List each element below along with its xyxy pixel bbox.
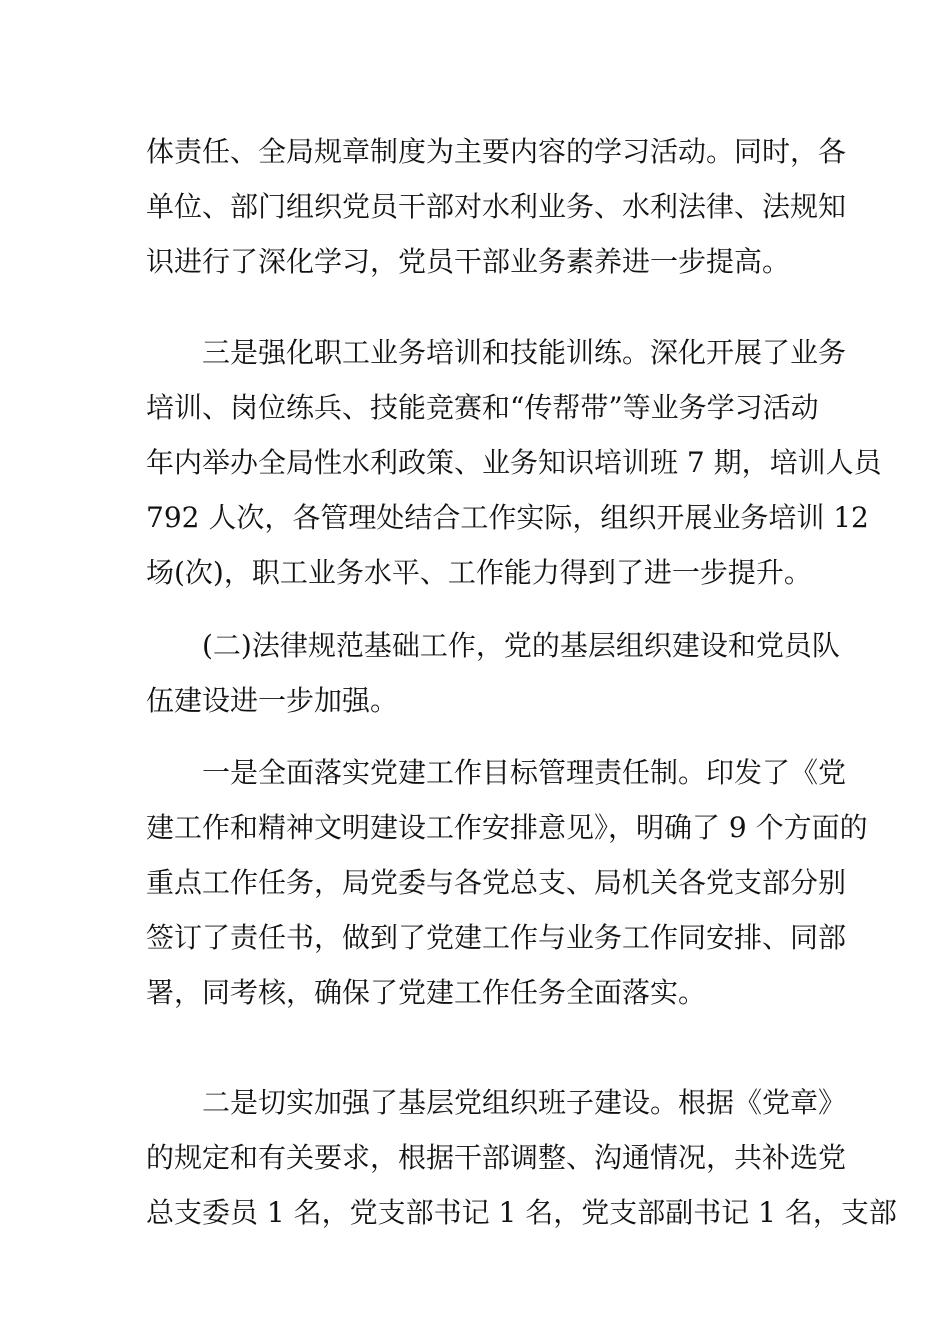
text-line: 场(次)，职工业务水平、工作能力得到了进一步提升。 [146,556,812,589]
text-line: 培训、岗位练兵、技能竞赛和“传帮带”等业务学习活动 [146,391,819,424]
paragraph-study-activities [146,124,847,289]
paragraph-responsibility-system [146,745,868,1020]
text-line: 年内举办全局性水利政策、业务知识培训班 7 期，培训人员 [146,446,882,479]
text-line: 建工作和精神文明建设工作安排意见》，明确了 9 个方面的 [146,811,868,844]
text-line: 的规定和有关要求，根据干部调整、沟通情况，共补选党 [146,1141,847,1174]
section-heading-party-building [146,618,840,728]
text-line: 签订了责任书，做到了党建工作与业务工作同安排、同部 [146,921,847,954]
text-line: (二)法律规范基础工作，党的基层组织建设和党员队 [202,629,840,662]
paragraph-grassroots-organization [146,1075,897,1240]
text-line: 署，同考核，确保了党建工作任务全面落实。 [146,976,707,1009]
text-line: 识进行了深化学习，党员干部业务素养进一步提高。 [146,245,791,278]
text-line: 一是全面落实党建工作目标管理责任制。印发了《党 [202,756,847,789]
text-line: 单位、部门组织党员干部对水利业务、水利法律、法规知 [146,190,847,223]
paragraph-business-training [146,325,882,600]
text-line: 总支委员 1 名，党支部书记 1 名，党支部副书记 1 名，支部 [146,1196,897,1229]
text-line: 伍建设进一步加强。 [146,684,399,717]
text-line: 792 人次，各管理处结合工作实际，组织开展业务培训 12 [146,501,869,534]
text-line: 重点工作任务，局党委与各党总支、局机关各党支部分别 [146,866,847,899]
text-line: 二是切实加强了基层党组织班子建设。根据《党章》 [202,1086,847,1119]
text-line: 三是强化职工业务培训和技能训练。深化开展了业务 [202,336,847,369]
text-line: 体责任、全局规章制度为主要内容的学习活动。同时，各 [146,135,847,168]
